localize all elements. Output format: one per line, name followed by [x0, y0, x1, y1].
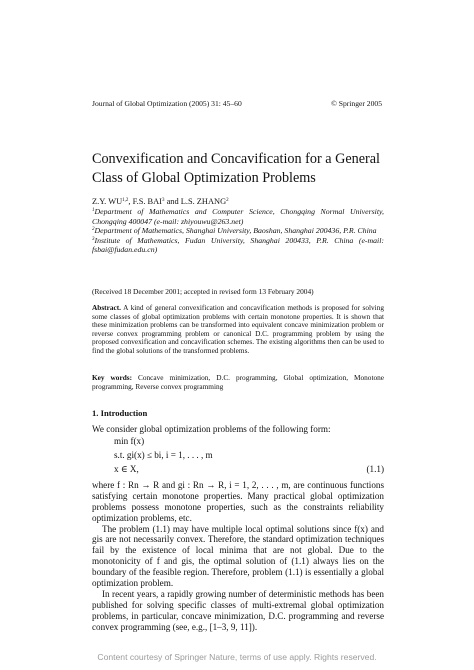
affiliation-2-text: Department of Mathematics, Shanghai University, Baoshan, Shanghai 200436, P.R. China	[94, 226, 377, 236]
affiliation-1-marker: 1	[92, 208, 95, 214]
intro-paragraph: We consider global optimization problems of the following form:	[92, 424, 331, 434]
body-text	[92, 424, 384, 633]
equation-domain: x ∈ X,	[114, 463, 139, 474]
footer-notice: Content courtesy of Springer Nature, terms of use apply. Rights reserved.	[97, 652, 377, 662]
affiliation-3	[92, 236, 384, 255]
equation-objective: min f(x)	[114, 435, 145, 446]
author-2: F.S. BAI	[132, 197, 162, 206]
keywords-label: Key words:	[92, 373, 133, 382]
paragraph-3: In recent years, a rapidly growing number of deterministic methods has been published for solving specific classes of multi-extremal global optimization problems, in particular, concave minimization, D.C. programming and reverse convex programming (see, e.g., [1–3, 9, 11]).	[92, 588, 384, 632]
affiliation-1-text: Department of Mathematics and Computer Science, Chongqing Normal University, Chongqing 400047 (e-mail: zhiyouwu@263.net)	[92, 207, 384, 226]
affiliation-3-text: Institute of Mathematics, Fudan University, Shanghai 200433, P.R. China (e-mail: fsbai@fudan.edu.cn)	[92, 235, 384, 255]
paragraph-2: The problem (1.1) may have multiple local optimal solutions since f(x) and gis are not necessarily convex. Therefore, the standard optimization techniques fail by the existence of local minima that are not global. Due to the monotonicity of f and gis, the optimal solution of (1.1) always lies on the boundary of the feasible region. Therefore, problem (1.1) is essentially a global optimization problem.	[92, 523, 384, 589]
paragraph-1: where f : Rn → R and gi : Rn → R, i = 1, 2, . . . , m, are continuous functions satisfying certain monotone properties. Many practical global optimization problems possess monotone properties, such as the constraints reliability optimization problems, etc.	[92, 479, 384, 523]
affiliation-3-marker: 3	[92, 236, 95, 242]
abstract-text: A kind of general convexification and concavification methods is proposed for solving some classes of global optimization problems with certain monotone properties. It is shown that these minimization problems can be transformed into equivalent concave minimization problem or reverse convex programming problem or canonical D.C. programming problem by using the proposed convexification and concavification schemes. The existing algorithms then can be used to find the global solutions of the transformed problems.	[92, 303, 384, 355]
author-3-affil: 2	[226, 198, 229, 203]
affiliation-2	[92, 226, 384, 235]
section-heading: 1. Introduction	[92, 408, 148, 418]
keywords-text: Concave minimization, D.C. programming, Global optimization, Monotone programming, Reverse convex programming	[92, 373, 385, 391]
author-sep-2: and	[164, 197, 181, 206]
received-dates: (Received 18 December 2001; accepted in revised form 13 February 2004)	[92, 287, 314, 296]
copyright-notice: © Springer 2005	[331, 99, 382, 108]
author-1-affil: 1,2	[122, 198, 129, 203]
author-names	[92, 197, 384, 206]
keywords	[92, 374, 384, 391]
author-2-affil: 3	[161, 198, 165, 203]
equation-1-1	[92, 436, 384, 478]
author-sep-1: ,	[128, 197, 133, 206]
journal-citation: Journal of Global Optimization (2005) 31: 45–60	[92, 99, 242, 108]
paper-title: Convexification and Concavification for a General Class of Global Optimization Problems	[92, 151, 380, 186]
equation-number: (1.1)	[366, 463, 384, 474]
equation-constraint: s.t. gi(x) ≤ bi, i = 1, . . . , m	[114, 449, 213, 460]
author-1: Z.Y. WU	[92, 197, 123, 206]
author-block	[92, 197, 384, 254]
abstract	[92, 304, 384, 356]
affiliation-1	[92, 207, 384, 226]
affiliation-2-marker: 2	[92, 227, 95, 233]
author-3: L.S. ZHANG	[180, 197, 227, 206]
abstract-label: Abstract.	[92, 303, 121, 312]
